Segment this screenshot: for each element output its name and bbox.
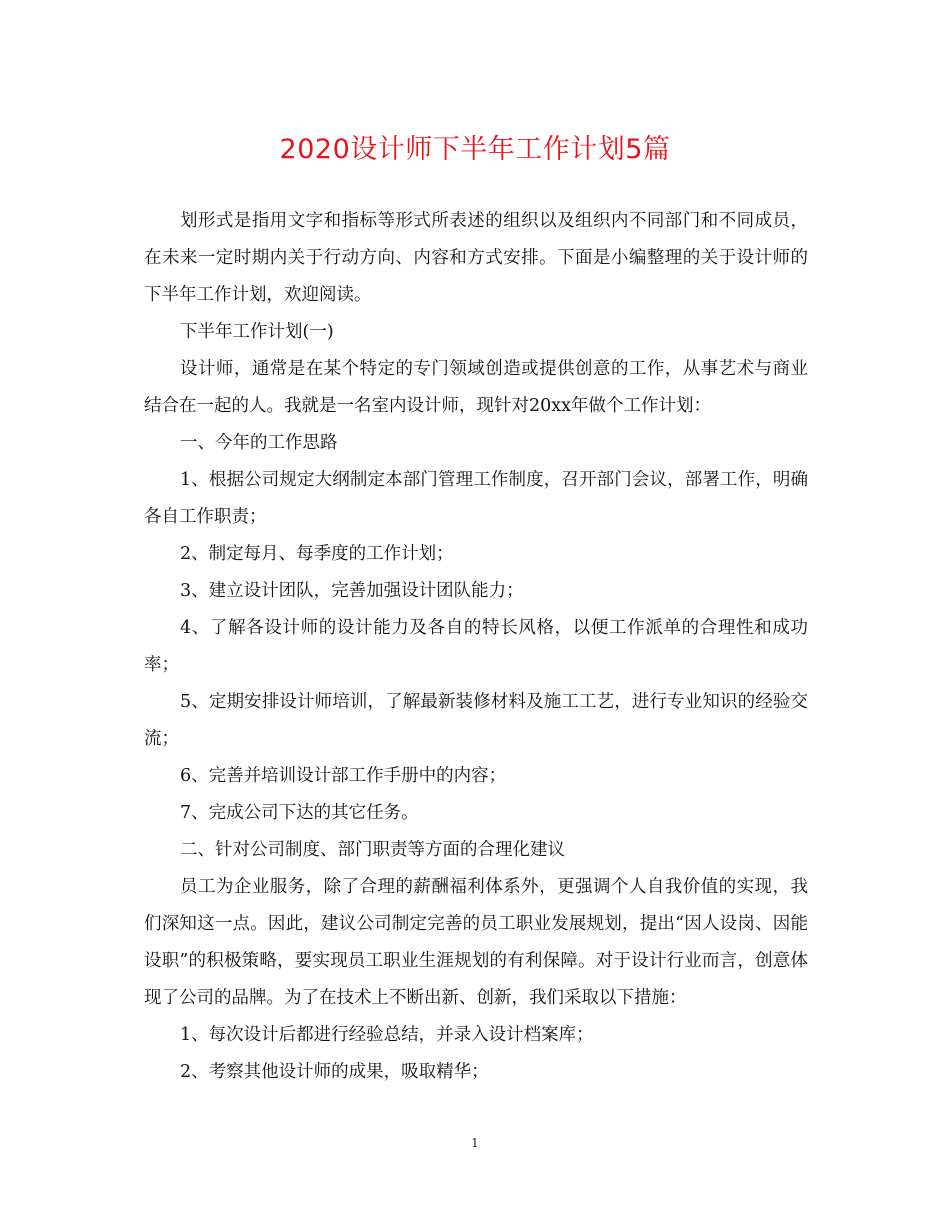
list-item: 1、每次设计后都进行经验总结，并录入设计档案库； — [180, 1025, 594, 1045]
list-item: 6、完善并培训设计部工作手册中的内容； — [180, 766, 507, 786]
document-body — [144, 203, 808, 1091]
paragraph: 员工为企业服务，除了合理的薪酬福利体系外，更强调个人自我价值的实现，我们深知这一点。因此，建议公司制定完善的员工职业发展规划，提出“因人设岗、因能设职”的积极策略，要实现员工职业生涯规划的有利保障。对于设计行业而言，创意体现了公司的品牌。为了在技术上不断出新、创新，我们采取以下措施： — [144, 877, 808, 1008]
list-item: 2、考察其他设计师的成果，吸取精华； — [180, 1062, 489, 1082]
document-title: 2020设计师下半年工作计划5篇 — [279, 134, 671, 165]
list-item: 5、定期安排设计师培训，了解最新装修材料及施工工艺，进行专业知识的经验交流； — [144, 692, 808, 749]
list-item: 1、根据公司规定大纲制定本部门管理工作制度，召开部门会议，部署工作，明确各自工作职责； — [144, 470, 808, 527]
paragraph-section-heading: 下半年工作计划(一) — [180, 322, 334, 342]
paragraph-intro: 划形式是指用文字和指标等形式所表述的组织以及组织内不同部门和不同成员，在未来一定时期内关于行动方向、内容和方式安排。下面是小编整理的关于设计师的下半年工作计划，欢迎阅读。 — [144, 211, 808, 305]
list-item: 3、建立设计团队，完善加强设计团队能力； — [180, 581, 524, 601]
paragraph-heading: 二、针对公司制度、部门职责等方面的合理化建议 — [180, 840, 565, 860]
list-item: 4、了解各设计师的设计能力及各自的特长风格，以便工作派单的合理性和成功率； — [144, 618, 808, 675]
page-number: 1 — [471, 1136, 479, 1150]
list-item: 7、完成公司下达的其它任务。 — [180, 803, 419, 823]
list-item: 2、制定每月、每季度的工作计划； — [180, 544, 454, 564]
paragraph: 设计师，通常是在某个特定的专门领域创造或提供创意的工作，从事艺术与商业结合在一起的人。我就是一名室内设计师，现针对20xx年做个工作计划： — [144, 359, 808, 416]
paragraph-heading: 一、今年的工作思路 — [180, 433, 338, 453]
